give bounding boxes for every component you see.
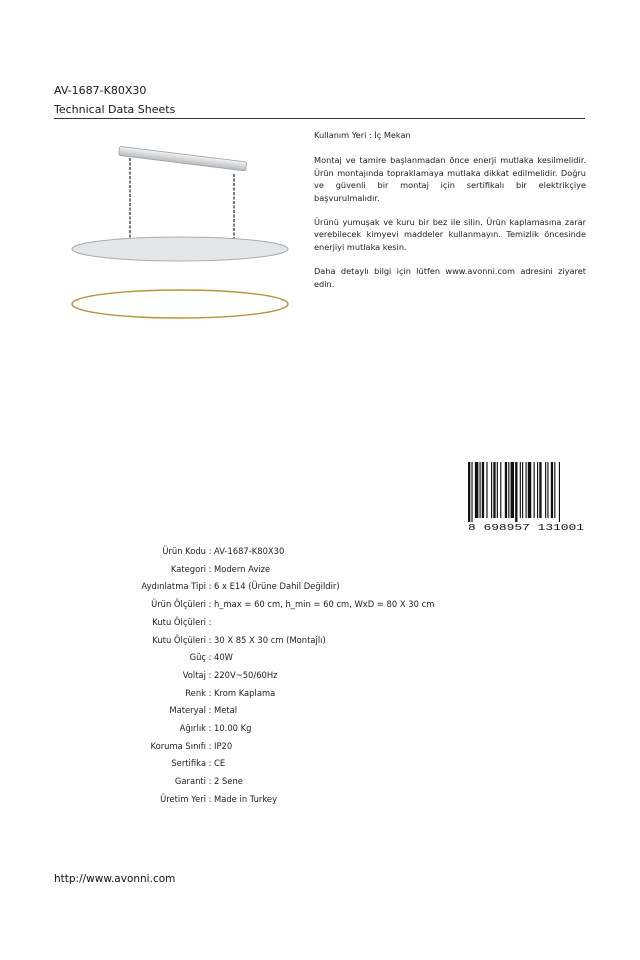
spec-row xyxy=(54,757,225,769)
spec-value: Krom Kaplama xyxy=(214,687,276,698)
spec-value: 30 X 85 X 30 cm (Montajlı) xyxy=(214,634,326,645)
spec-value: 40W xyxy=(214,652,233,663)
spec-value: 10.00 Kg xyxy=(214,723,252,733)
spec-separator: : xyxy=(208,705,212,716)
barcode-bar xyxy=(520,462,521,518)
barcode-bar xyxy=(537,462,538,518)
spec-label: Ürün Kodu xyxy=(162,546,206,556)
cleaning-paragraph: Ürünü yumuşak ve kuru bir bez ile silin. Ürün kaplamasına zarar verebilecek kimyevi maddeler kullanmayın. Temizlik öncesinde enerjiyi mutlaka kesin. xyxy=(314,217,586,252)
document-subtitle: Technical Data Sheets xyxy=(54,103,176,116)
barcode-digits: 8 698957 131001 xyxy=(468,522,585,532)
spec-separator: : xyxy=(208,652,212,663)
spec-label: Ürün Ölçüleri xyxy=(151,599,206,610)
spec-separator: : xyxy=(208,546,212,556)
barcode-bar xyxy=(491,462,492,518)
barcode-bar xyxy=(497,462,498,518)
spec-label: Koruma Sınıfı xyxy=(150,740,206,751)
spec-label: Sertifika xyxy=(171,758,206,769)
spec-label: Renk xyxy=(185,687,206,698)
safety-paragraph: Montaj ve tamire başlanmadan önce enerji mutlaka kesilmelidir. Ürün montajında topraklamaya mutlaka dikkat edilmelidir. Doğru ve güvenli bir montaj için sertifikalı bir elektrikçiye başvurulmalıdır. xyxy=(314,155,586,203)
barcode-bar xyxy=(551,462,553,518)
spec-row xyxy=(54,598,434,610)
usage-location: Kullanım Yeri : İç Mekan xyxy=(314,130,411,140)
spec-row xyxy=(54,651,233,663)
spec-value: 6 x E14 (Ürüne Dahil Değildir) xyxy=(214,581,340,592)
spec-row xyxy=(54,563,270,575)
spec-separator: : xyxy=(208,581,212,592)
spec-separator: : xyxy=(208,599,212,610)
spec-label: Güç xyxy=(189,652,206,663)
barcode-bar xyxy=(475,462,478,518)
spec-row xyxy=(54,545,284,557)
spec-label: Garanti xyxy=(174,776,206,787)
barcode-bar xyxy=(547,462,548,518)
spec-separator: : xyxy=(208,740,212,751)
barcode xyxy=(466,462,586,532)
barcode-bar xyxy=(539,462,541,518)
product-code-heading: AV-1687-K80X30 xyxy=(54,84,147,97)
spec-separator: : xyxy=(208,723,212,733)
info-panel xyxy=(314,129,586,302)
header-divider xyxy=(54,118,585,119)
barcode-bar xyxy=(505,462,507,518)
spec-separator: : xyxy=(208,793,212,804)
spec-row xyxy=(54,704,237,716)
barcode-bar xyxy=(554,462,555,518)
spec-value: h_max = 60 cm, h_min = 60 cm, WxD = 80 X 30 cm xyxy=(214,599,435,610)
barcode-bar xyxy=(526,462,527,518)
spec-separator: : xyxy=(208,687,212,698)
barcode-bar xyxy=(480,462,481,518)
spec-label: Kutu Ölçüleri xyxy=(152,634,206,645)
footer-url[interactable]: http://www.avonni.com xyxy=(54,873,176,885)
barcode-bar xyxy=(482,462,484,518)
spec-value: IP20 xyxy=(214,740,233,751)
spec-row xyxy=(54,740,232,752)
barcode-bar xyxy=(545,462,546,518)
spec-value: Modern Avize xyxy=(214,563,271,574)
spec-separator: : xyxy=(208,634,212,645)
spec-value: CE xyxy=(214,758,226,769)
barcode-bar xyxy=(515,462,517,522)
barcode-bar xyxy=(522,462,523,518)
spec-row xyxy=(54,580,340,592)
spec-row xyxy=(54,687,275,699)
spec-label: Üretim Yeri xyxy=(160,793,206,804)
ceiling-mount xyxy=(119,146,247,171)
spec-row xyxy=(54,616,214,628)
spec-row xyxy=(54,793,277,805)
barcode-bar xyxy=(511,462,514,518)
barcode-bar xyxy=(500,462,501,518)
barcode-bar xyxy=(493,462,495,518)
spec-label: Voltaj xyxy=(182,669,206,680)
spec-row xyxy=(54,722,251,734)
spec-label: Aydınlatma Tipi xyxy=(141,581,206,592)
spec-separator: : xyxy=(208,563,212,574)
barcode-bar xyxy=(534,462,535,518)
website-paragraph: Daha detaylı bilgi için lütfen www.avonni.com adresini ziyaret edin. xyxy=(314,266,586,289)
spec-separator: : xyxy=(208,758,212,769)
spec-row xyxy=(54,669,278,681)
barcode-bar xyxy=(559,462,560,522)
barcode-bar xyxy=(508,462,509,518)
spec-label: Ağırlık xyxy=(179,723,206,733)
spec-value: 2 Sene xyxy=(214,776,243,787)
spec-label: Kategori xyxy=(170,563,206,574)
spec-row xyxy=(54,634,326,646)
barcode-bars xyxy=(468,462,560,522)
spec-separator: : xyxy=(208,669,212,680)
spec-label: Kutu Ölçüleri xyxy=(152,616,206,627)
spec-label: Materyal xyxy=(169,705,206,716)
spec-row xyxy=(54,775,243,787)
spec-separator: : xyxy=(208,616,212,627)
spec-value: AV-1687-K80X30 xyxy=(214,546,285,556)
barcode-bar xyxy=(468,462,470,522)
barcode-bar xyxy=(471,462,472,522)
spec-separator: : xyxy=(208,776,212,787)
product-image xyxy=(66,146,294,328)
barcode-bar xyxy=(486,462,487,518)
spec-value: Metal xyxy=(214,705,238,716)
barcode-bar xyxy=(528,462,531,518)
spec-value: Made in Turkey xyxy=(214,793,278,804)
spec-value: 220V~50/60Hz xyxy=(214,669,278,680)
